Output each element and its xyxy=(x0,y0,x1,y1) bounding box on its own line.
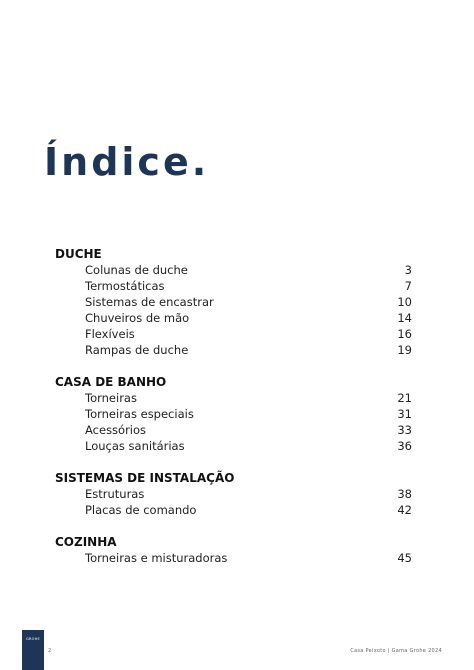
toc-entry[interactable] xyxy=(85,550,412,566)
toc-entry[interactable] xyxy=(85,438,412,454)
entry-page: 36 xyxy=(397,439,412,453)
entry-label: Colunas de duche xyxy=(85,263,188,277)
section-heading: SISTEMAS DE INSTALAÇÃO xyxy=(55,471,235,485)
toc-entry[interactable] xyxy=(85,406,412,422)
section-heading: CASA DE BANHO xyxy=(55,375,167,389)
entry-page: 7 xyxy=(404,279,412,293)
entry-label: Acessórios xyxy=(85,423,147,437)
toc-entry[interactable] xyxy=(85,326,412,342)
toc-entry[interactable] xyxy=(85,310,412,326)
toc-entry[interactable] xyxy=(85,486,412,502)
entry-page: 45 xyxy=(397,551,412,565)
entry-page: 33 xyxy=(397,423,412,437)
section-heading: COZINHA xyxy=(55,535,117,549)
entry-label: Placas de comando xyxy=(85,503,197,517)
entry-label: Torneiras xyxy=(85,391,137,405)
toc-section-casa-de-banho xyxy=(0,374,474,454)
toc-entry[interactable] xyxy=(85,502,412,518)
entry-page: 10 xyxy=(397,295,412,309)
entry-page: 38 xyxy=(397,487,412,501)
entry-label: Chuveiros de mão xyxy=(85,311,190,325)
toc-entry[interactable] xyxy=(85,422,412,438)
toc-entry[interactable] xyxy=(85,262,412,278)
entry-label: Flexíveis xyxy=(85,327,135,341)
entry-page: 16 xyxy=(397,327,412,341)
brand-logo: GROHE xyxy=(22,630,44,670)
entry-page: 3 xyxy=(404,263,412,277)
entry-label: Torneiras e misturadoras xyxy=(85,551,228,565)
entry-page: 31 xyxy=(397,407,412,421)
page-number: 2 xyxy=(48,648,52,654)
entry-label: Estruturas xyxy=(85,487,145,501)
toc-entry[interactable] xyxy=(85,342,412,358)
entry-label: Louças sanitárias xyxy=(85,439,185,453)
toc-entry[interactable] xyxy=(85,278,412,294)
entry-label: Torneiras especiais xyxy=(85,407,194,421)
entry-label: Sistemas de encastrar xyxy=(85,295,214,309)
toc-entry[interactable] xyxy=(85,390,412,406)
entry-page: 14 xyxy=(397,311,412,325)
entry-label: Rampas de duche xyxy=(85,343,189,357)
toc-section-cozinha xyxy=(0,534,474,566)
toc-section-duche xyxy=(0,246,474,358)
page-title: Índice. xyxy=(44,140,210,184)
entry-page: 42 xyxy=(397,503,412,517)
entry-page: 21 xyxy=(397,391,412,405)
footer-text: Casa Peixoto | Gama Grohe 2024 xyxy=(350,648,442,654)
entry-label: Termostáticas xyxy=(85,279,165,293)
section-heading: DUCHE xyxy=(55,247,102,261)
entry-page: 19 xyxy=(397,343,412,357)
toc-section-sistemas-de-instalacao xyxy=(0,470,474,518)
table-of-contents xyxy=(0,246,474,582)
toc-entry[interactable] xyxy=(85,294,412,310)
